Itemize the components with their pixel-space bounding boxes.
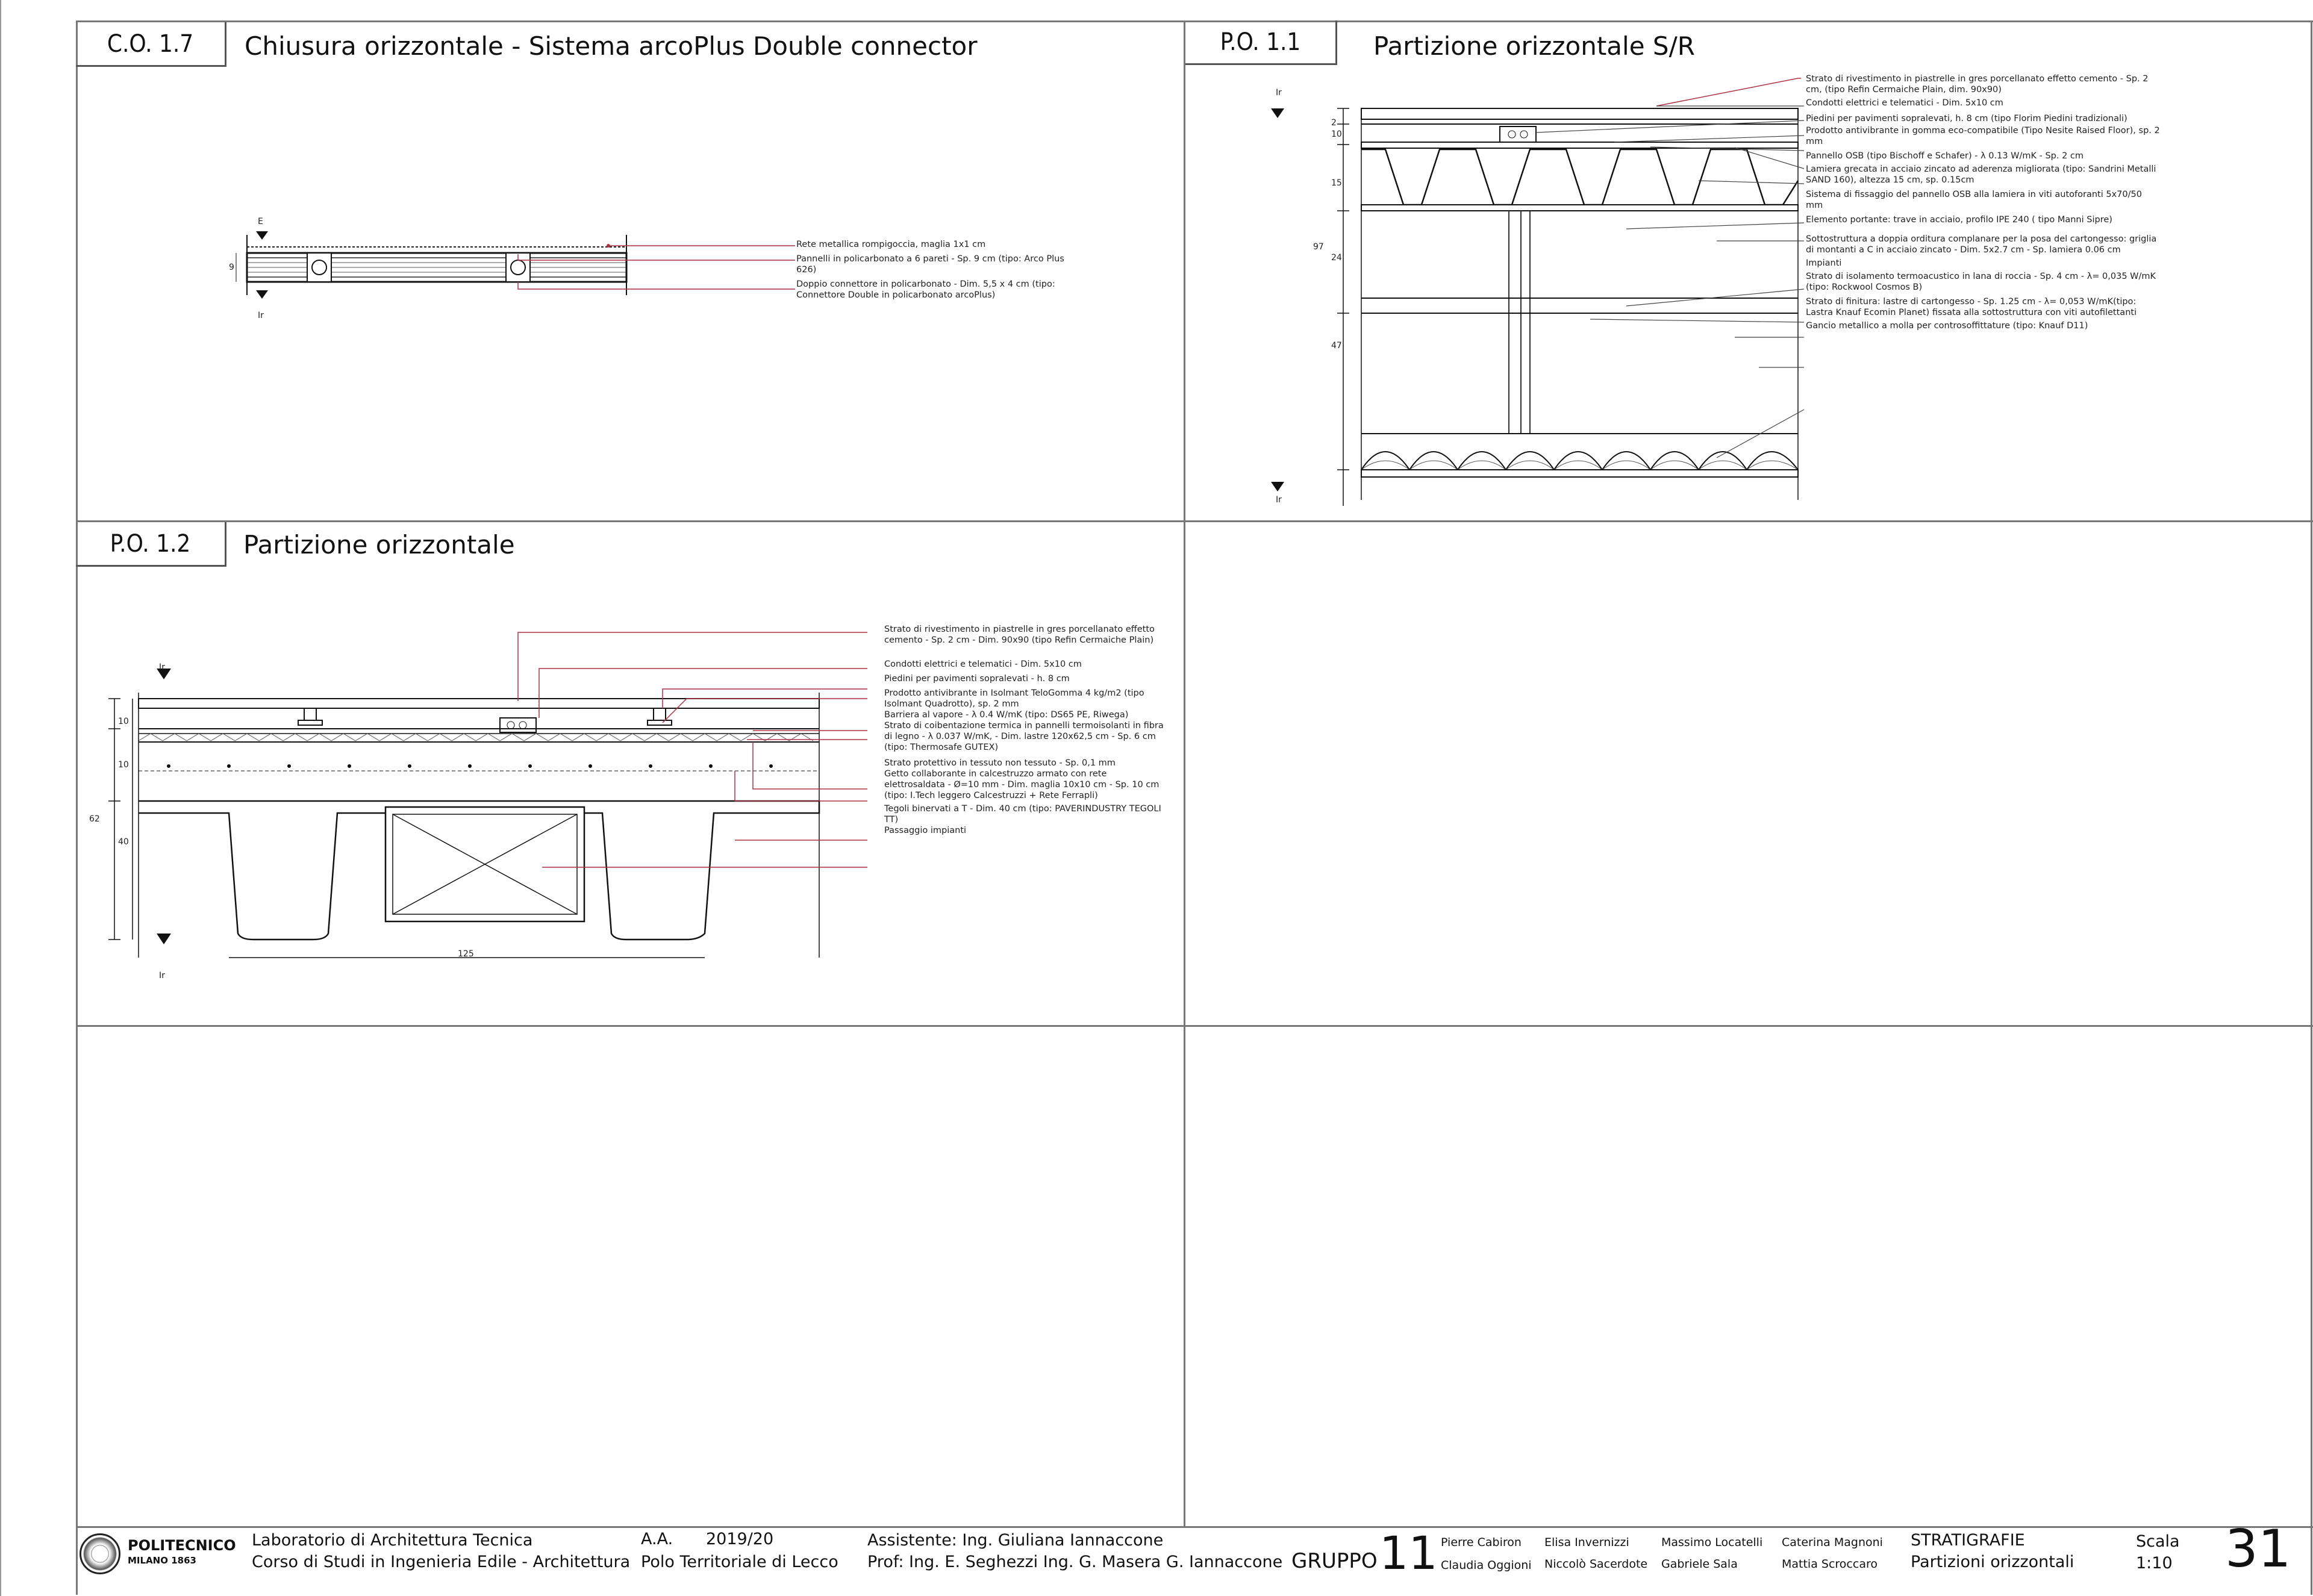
- course-line-1: Laboratorio di Architettura Tecnica: [252, 1531, 533, 1550]
- member-6: Niccolò Sacerdote: [1544, 1557, 1648, 1571]
- po11-dim-2: 2: [1331, 118, 1337, 128]
- scale-label: Scala: [2136, 1532, 2180, 1551]
- logo-sub: MILANO 1863: [128, 1555, 196, 1566]
- subject-sub: Partizioni orizzontali: [1911, 1553, 2074, 1571]
- po11-label-bottom: Ir: [1276, 495, 1282, 505]
- member-8: Mattia Scroccaro: [1782, 1557, 1878, 1571]
- po11-note-5: Pannello OSB (tipo Bischoff e Schafer) - λ 0.13 W/mK - Sp. 2 cm: [1806, 151, 2084, 161]
- member-7: Gabriele Sala: [1661, 1557, 1738, 1571]
- po12-label-bottom: Ir: [159, 971, 165, 980]
- co17-dim: 9: [229, 263, 234, 272]
- po11-note-1: Strato di rivestimento in piastrelle in gres porcellanato effetto cemento - Sp. 2 cm, (tipo Refin Cermaiche Plain, dim. 90x90): [1806, 74, 2149, 95]
- co17-label-top: E: [258, 217, 263, 226]
- po12-note-3: Piedini per pavimenti sopralevati - h. 8 cm: [884, 674, 1070, 684]
- co17-label-bottom: Ir: [258, 311, 264, 320]
- po11-drawing: [1265, 84, 1807, 506]
- course-line-2: Corso di Studi in Ingenieria Edile - Architettura: [252, 1553, 631, 1571]
- po11-note-13: Gancio metallico a molla per controsoffittature (tipo: Knauf D11): [1806, 321, 2088, 331]
- po12-note-5: Barriera al vapore - λ 0.4 W/mK (tipo: DS65 PE, Riwega): [884, 710, 1129, 720]
- member-2: Elisa Invernizzi: [1544, 1536, 1629, 1549]
- section-title-co17: Chiusura orizzontale - Sistema arcoPlus Double connector: [245, 31, 978, 61]
- center-divider: [1184, 20, 1185, 1526]
- po11-dim-24: 24: [1331, 253, 1342, 263]
- po12-drawing: [84, 650, 879, 988]
- row-divider-2: [76, 1025, 2313, 1027]
- po11-note-2: Condotti elettrici e telematici - Dim. 5x10 cm: [1806, 98, 2003, 108]
- section-code-po11: P.O. 1.1: [1185, 20, 1337, 65]
- co17-note-1: Rete metallica rompigoccia, maglia 1x1 cm: [796, 240, 986, 249]
- po12-note-4: Prodotto antivibrante in Isolmant TeloGomma 4 kg/m2 (tipo Isolmant Quadrotto), sp. 2 mm: [884, 688, 1144, 709]
- po11-dim-15: 15: [1331, 178, 1342, 188]
- po11-dim-97: 97: [1313, 242, 1324, 252]
- po12-notes: [884, 624, 1173, 836]
- po11-note-6: Lamiera grecata in acciaio zincato ad aderenza migliorata (tipo: Sandrini Metalli SAND 160), altezza 15 cm, sp. 0.15cm: [1806, 164, 2156, 185]
- gruppo-label: GRUPPO: [1291, 1549, 1378, 1573]
- logo-name: POLITECNICO: [128, 1537, 236, 1554]
- polo-label: Polo Territoriale di Lecco: [641, 1553, 838, 1571]
- po11-note-10: Impianti: [1806, 258, 1842, 268]
- section-code-po12: P.O. 1.2: [76, 522, 226, 567]
- po11-note-7: Sistema di fissaggio del pannello OSB alla lamiera in viti autoforanti 5x70/50 mm: [1806, 190, 2142, 210]
- po11-note-12: Strato di finitura: lastre di cartongesso - Sp. 1.25 cm - λ= 0,053 W/mK(tipo: Lastra Knauf Ecomin Planet) fissata alla sottostruttura con viti autofilettanti: [1806, 297, 2137, 317]
- po11-dim-10: 10: [1331, 129, 1342, 139]
- co17-drawing: [229, 211, 651, 331]
- po12-dim-40: 40: [118, 837, 129, 847]
- section-title-po11: Partizione orizzontale S/R: [1373, 31, 1695, 61]
- politecnico-logo: [80, 1533, 120, 1574]
- member-5: Claudia Oggioni: [1441, 1559, 1532, 1572]
- po12-dim-10b: 10: [118, 760, 129, 770]
- subject-label: STRATIGRAFIE: [1911, 1531, 2025, 1550]
- po11-note-3: Piedini per pavimenti sopralevati, h. 8 cm (tipo Florim Piedini tradizionali): [1806, 114, 2127, 123]
- page-number: 31: [2225, 1519, 2291, 1579]
- title-block-divider: [76, 1526, 2313, 1528]
- po11-note-4: Prodotto antivibrante in gomma eco-compatibile (Tipo Nesite Raised Floor), sp. 2 mm: [1806, 126, 2160, 146]
- member-4: Caterina Magnoni: [1782, 1536, 1883, 1549]
- section-code-co17: C.O. 1.7: [76, 22, 226, 67]
- po12-note-10: Passaggio impianti: [884, 826, 967, 835]
- po12-dim-125: 125: [458, 949, 474, 959]
- po11-note-9: Sottostruttura a doppia orditura complanare per la posa del cartongesso: griglia di montanti a C in acciaio zincato - Dim. 5x2.7 cm - Sp. lamiera 0.06 cm: [1806, 234, 2157, 255]
- po12-note-1: Strato di rivestimento in piastrelle in gres porcellanato effetto cemento - Sp. 2 cm - Dim. 90x90 (tipo Refin Cermaiche Plain): [884, 625, 1155, 645]
- po11-label-top: Ir: [1276, 88, 1282, 98]
- po12-label-top: Ir: [159, 662, 165, 672]
- member-3: Massimo Locatelli: [1661, 1536, 1763, 1549]
- po11-dim-47: 47: [1331, 341, 1342, 351]
- co17-note-2: Pannelli in policarbonato a 6 pareti - Sp. 9 cm (tipo: Arco Plus 626): [796, 254, 1064, 275]
- po12-note-8: Getto collaborante in calcestruzzo armato con rete elettrosaldata - Ø=10 mm - Dim. maglia 10x10 cm - Sp. 10 cm (tipo: I.Tech leggero Calcestruzzi + Rete Ferrapli): [884, 769, 1160, 800]
- right-edge-line: [2311, 20, 2312, 1595]
- academic-year-value: 2019/20: [706, 1530, 774, 1548]
- professors-label: Prof: Ing. E. Seghezzi Ing. G. Masera G. Iannaccone: [867, 1553, 1283, 1571]
- po12-note-9: Tegoli binervati a T - Dim. 40 cm (tipo: PAVERINDUSTRY TEGOLI TT): [884, 804, 1161, 824]
- gruppo-number: 11: [1379, 1526, 1438, 1580]
- po12-note-6: Strato di coibentazione termica in pannelli termoisolanti in fibra di legno - λ 0.037 W/mK, - Dim. lastre 120x62,5 cm - Sp. 6 cm (tipo: Thermosafe GUTEX): [884, 721, 1164, 752]
- po11-note-8: Elemento portante: trave in acciaio, profilo IPE 240 ( tipo Manni Sipre): [1806, 215, 2112, 225]
- left-margin-line: [0, 0, 1, 1596]
- row-divider-1: [76, 520, 2313, 522]
- assistant-label: Assistente: Ing. Giuliana Iannaccone: [867, 1531, 1164, 1550]
- po12-note-7: Strato protettivo in tessuto non tessuto - Sp. 0,1 mm: [884, 758, 1116, 768]
- po12-dim-10a: 10: [118, 717, 129, 726]
- po12-dim-62: 62: [89, 814, 100, 824]
- member-1: Pierre Cabiron: [1441, 1536, 1522, 1549]
- po11-notes: [1806, 73, 2173, 331]
- scale-value: 1:10: [2136, 1554, 2173, 1573]
- co17-note-3: Doppio connettore in policarbonato - Dim. 5,5 x 4 cm (tipo: Connettore Double in policarbonato arcoPlus): [796, 279, 1055, 300]
- academic-year-label: A.A.: [641, 1530, 673, 1548]
- section-title-po12: Partizione orizzontale: [243, 530, 515, 560]
- po11-note-11: Strato di isolamento termoacustico in lana di roccia - Sp. 4 cm - λ= 0,035 W/mK (tipo: Rockwool Cosmos B): [1806, 272, 2156, 292]
- po12-note-2: Condotti elettrici e telematici - Dim. 5x10 cm: [884, 659, 1082, 669]
